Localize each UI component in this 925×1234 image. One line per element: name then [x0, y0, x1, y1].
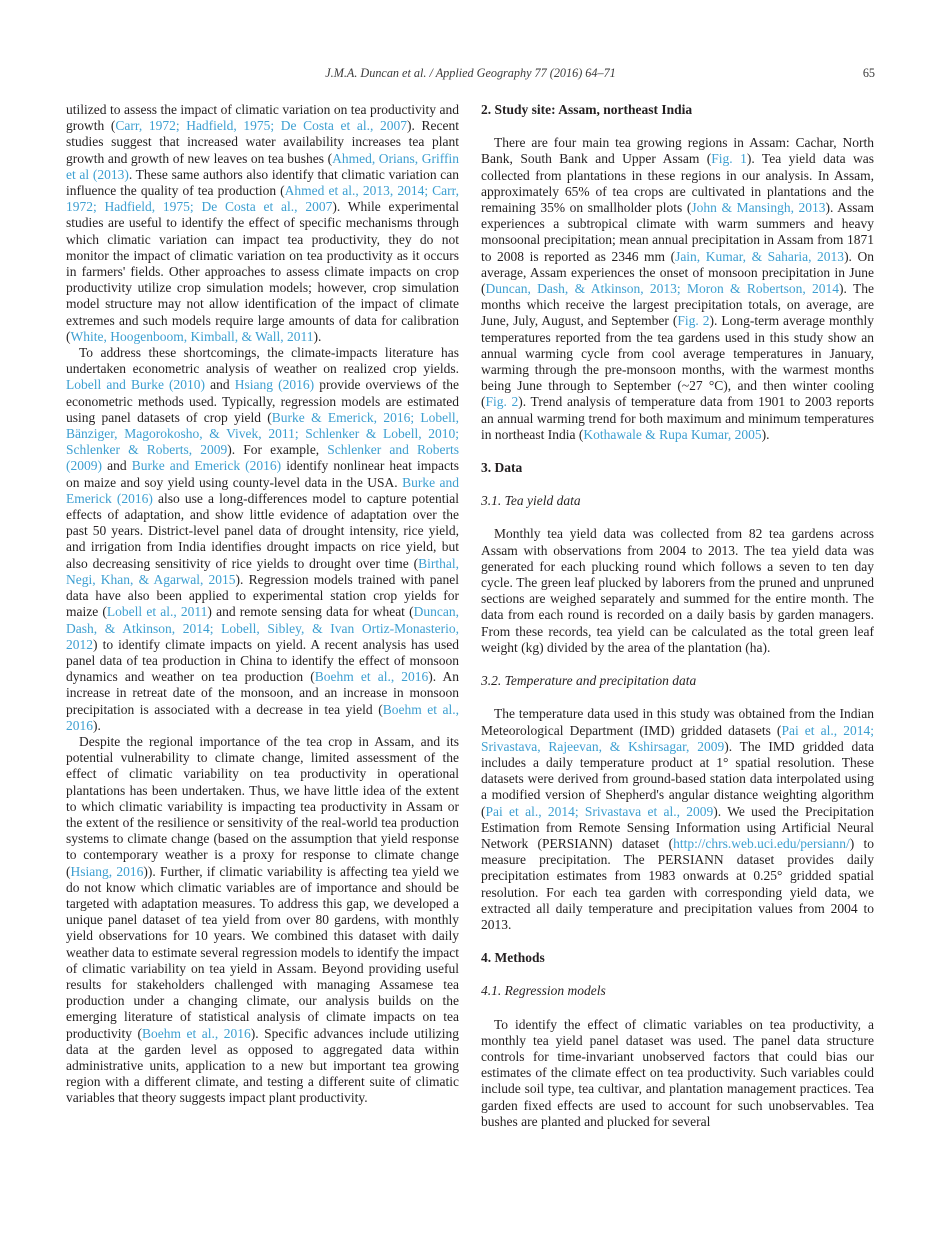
- subsection-heading: 3.1. Tea yield data: [481, 493, 581, 509]
- paragraph: [481, 706, 874, 933]
- citation-link[interactable]: Boehm et al., 2016: [314, 669, 429, 685]
- text-run: ). Recent studies suggest that increased water availability increases tea plant growth and growth of new leaves on tea bushes (: [66, 118, 460, 166]
- citation-link[interactable]: Ahmed, Orians, Griffin et al (2013): [66, 150, 459, 182]
- text-run: ). Assam experiences a subtropical climate with warm summers and heavy monsoonal precipitation; mean annual precipitation in Assam from 1871 to 2008 is reported as 2346 mm (: [481, 200, 874, 264]
- paragraph: [481, 1017, 874, 1130]
- citation-link[interactable]: John & Mansingh, 2013: [691, 200, 826, 216]
- text-run: ). The months which receive the largest precipitation totals, on average, are June, July, August, and September (: [481, 281, 874, 329]
- subsection-heading: 4.1. Regression models: [481, 983, 606, 999]
- section-heading: 2. Study site: Assam, northeast India: [481, 102, 693, 117]
- two-column-body: [66, 102, 875, 1130]
- text-run: To address these shortcomings, the climate-impacts literature has undertaken econometric analysis of weather on realized crop yields.: [66, 345, 459, 377]
- text-run: ). Trend analysis of temperature data from 1901 to 2003 reports an annual warming trend for both maximum and minimum temperatures in northeast India (: [481, 394, 874, 442]
- section-heading: 4. Methods: [481, 950, 545, 966]
- text-run: Despite the regional importance of the tea crop in Assam, and its potential vulnerability to climate change, limited assessment of the effect of climatic variability on tea productivity in operational plantations has been undertaken. Thus, we have little idea of the extent to which climatic variability is impacting tea productivity in Assam or the extent of the resilience or sensitivity of the real-world tea production systems to climate change (based on the assumption that yield response to contemporary weather is a proxy for response to climate change (: [66, 733, 459, 879]
- citation-link[interactable]: Lobell et al., 2011: [106, 604, 208, 620]
- text-run: The temperature data used in this study was obtained from the Indian Meteorological Department (IMD) gridded datasets (: [481, 706, 874, 738]
- text-run: There are four main tea growing regions in Assam: Cachar, North Bank, South Bank and Upper Assam (: [481, 135, 874, 167]
- running-header: [66, 66, 875, 86]
- text-run: utilized to assess the impact of climatic variation on tea productivity and growth (: [66, 102, 459, 134]
- figure-link[interactable]: Fig. 2: [677, 313, 710, 329]
- text-run: and: [102, 458, 132, 474]
- text-run: ).: [761, 426, 770, 442]
- citation-link[interactable]: Burke and Emerick (2016): [66, 474, 460, 506]
- citation-link[interactable]: Boehm et al., 2016: [141, 1025, 251, 1041]
- figure-link[interactable]: Fig. 1: [711, 151, 747, 167]
- text-run: ). Long-term average monthly temperatures reported from the tea gardens used in this study show an annual warming cycle from cool average temperatures in January, warming through the pre-monsoon months, with the warmest months being June through to September (~27 °C), and then winter cooling (: [481, 313, 874, 410]
- figure-link[interactable]: Fig. 2: [485, 394, 519, 410]
- citation-link[interactable]: Burke & Emerick, 2016; Lobell, Bänziger, Magorokosho, & Vivek, 2011; Schlenker & Lobell, 2010; Schlenker & Roberts, 2009: [66, 409, 459, 458]
- left-column: [66, 102, 459, 1130]
- text-run: To identify the effect of climatic variables on tea productivity, a monthly tea yield panel dataset was used. The panel data structure controls for time-invariant unobserved factors that could bias our estimates of the climate effect on tea productivity. Such variables could include soil type, tea cultivar, and plantation management practices. Tea garden fixed effects are used to account for such unobservables. Tea bushes are planted and plucked for several: [481, 1016, 874, 1129]
- text-run: also use a long-differences model to capture potential effects of adaptation, and show little evidence of adaptation over the past 50 years. District-level panel data of drought intensity, rice yield, and irrigation from India identifies drought impacts on rice yield, but also decreasing sensitivity of rice yields to drought over time (: [66, 490, 459, 571]
- running-title: J.M.A. Duncan et al. / Applied Geography 77 (2016) 64–71: [325, 66, 616, 80]
- text-run: ) to measure precipitation. The PERSIANN dataset provides daily precipitation estimates from 1983 onwards at 0.25° gridded spatial resolution. For each tea garden with corresponding yield data, we extracted all daily temperature and precipitation values from 2004 to 2013.: [481, 835, 874, 932]
- citation-link[interactable]: Carr, 1972; Hadfield, 1975; De Costa et al., 2007: [115, 118, 408, 134]
- citation-link[interactable]: White, Hoogenboom, Kimball, & Wall, 2011: [70, 328, 314, 344]
- citation-link[interactable]: Hsiang (2016): [234, 377, 315, 393]
- paragraph: [66, 102, 459, 345]
- page-number: 65: [862, 66, 875, 80]
- text-run: ). The IMD gridded data includes a daily temperature product at 1° spatial resolution. These datasets were derived from ground-based station data interpolated using a modified version of Shepherd's angular distance weighting algorithm (: [481, 738, 874, 819]
- paragraph: [481, 526, 874, 656]
- paragraph: [481, 135, 874, 443]
- text-run: and: [205, 377, 235, 393]
- text-run: provide overviews of the econometric methods used. Typically, regression models are estimated using panel datasets of crop yield (: [66, 377, 459, 425]
- citation-link[interactable]: Ahmed et al., 2013, 2014; Carr, 1972; Hadfield, 1975; De Costa et al., 2007: [66, 183, 459, 215]
- citation-link[interactable]: Burke and Emerick (2016): [131, 458, 282, 474]
- right-column: [481, 102, 874, 1130]
- citation-link[interactable]: Duncan, Dash, & Atkinson, 2013; Moron & Robertson, 2014: [485, 281, 840, 297]
- citation-link[interactable]: Birthal, Negi, Khan, & Agarwal, 2015: [66, 555, 459, 587]
- citation-link[interactable]: Jain, Kumar, & Saharia, 2013: [675, 248, 845, 264]
- text-run: ) to identify climate impacts on yield. A recent analysis has used panel data of tea production in China to identify the effect of monsoon dynamics and weather on tea production (: [66, 636, 459, 685]
- text-run: ). Tea yield data was collected from plantations in these regions in our analysis. In Assam, approximately 65% of tea crops are cultivated in plantations and the remaining 35% on smallholder plots (: [481, 151, 874, 216]
- citation-link[interactable]: Duncan, Dash, & Atkinson, 2014; Lobell, Sibley, & Ivan Ortiz-Monasterio, 2012: [66, 604, 459, 652]
- url-link[interactable]: http://chrs.web.uci.edu/persiann/: [673, 835, 850, 851]
- text-run: ) and remote sensing data for wheat (: [207, 604, 414, 620]
- text-run: ). An increase in retreat date of the monsoon, and an increase in monsoon precipitation is associated with a decrease in tea yield (: [66, 669, 460, 717]
- paragraph: [66, 345, 459, 734]
- citation-link[interactable]: Hsiang, 2016: [70, 863, 144, 879]
- text-run: ).: [313, 328, 322, 344]
- text-run: identify nonlinear heat impacts on maize and soy yield using county-level data in the USA.: [66, 458, 459, 490]
- text-run: . These same authors also identify that climatic variation can influence the quality of tea production (: [66, 166, 459, 199]
- citation-link[interactable]: Boehm et al., 2016: [66, 701, 460, 733]
- text-run: ). We used the Precipitation Estimation from Remote Sensing Information using Artificial Neural Network (PERSIANN) dataset (: [481, 803, 874, 851]
- citation-link[interactable]: Lobell and Burke (2010): [66, 377, 206, 393]
- text-run: ).: [93, 717, 101, 733]
- text-run: ). Specific advances include utilizing data at the garden level as opposed to aggregated data within administrative units, application to a new but important tea growing region with a different climate, and testing a different suite of climatic variables that theory suggests impact plant productivity.: [66, 1025, 459, 1106]
- section-heading: 3. Data: [481, 460, 523, 476]
- text-run: ). On average, Assam experiences the onset of monsoon precipitation in June (: [481, 248, 874, 297]
- subsection-heading: 3.2. Temperature and precipitation data: [481, 673, 697, 689]
- citation-link[interactable]: Schlenker and Roberts (2009): [66, 442, 459, 474]
- citation-link[interactable]: Pai et al., 2014; Srivastava et al., 2009: [485, 803, 714, 819]
- paragraph: [66, 734, 459, 1107]
- text-run: ). Regression models trained with panel data have also been applied to experimental station crop yields for maize (: [66, 571, 459, 620]
- text-run: )). Further, if climatic variability is affecting tea yield we do not know which climatic variables are of importance and should be targeted with adaptation measures. To address this gap, we developed a unique panel dataset of tea yield from over 80 gardens, with monthly yield observations for 10 years. We combined this dataset with daily weather data to estimate several regression models to identify the impact of climatic variability on tea yield in Assam. Beyond providing useful results for stakeholders challenged with managing Assamese tea production under a changing climate, our analysis builds on the emerging literature of statistical analysis of climate impacts on tea productivity (: [66, 863, 459, 1041]
- text-run: ). For example,: [227, 442, 328, 458]
- citation-link[interactable]: Pai et al., 2014; Srivastava, Rajeevan, & Kshirsagar, 2009: [481, 722, 874, 754]
- text-run: ). While experimental studies are useful to identify the effect of specific mechanisms through which climatic variation can impact tea productivity, they do not monitor the impact of climatic variation on tea productivity as it occurs in farmers' fields. Other approaches to assess climate impacts on crop productivity utilize crop simulation models; however, crop simulation model structure may not allow identification of the impact of climate extremes and such models require large amounts of data for calibration (: [66, 199, 459, 344]
- citation-link[interactable]: Kothawale & Rupa Kumar, 2005: [583, 426, 762, 442]
- text-run: Monthly tea yield data was collected from 82 tea gardens across Assam with observations from 2004 to 2013. The tea yield data was generated for each plucking round which follows a seven to ten day cycle. The green leaf plucked by laborers from the pruned and unpruned sections are weighed separately and summed for the entire month. The data from each round is recorded on a daily basis by garden managers. From these records, tea yield can be calculated as the total green leaf weight (kg) divided by the area of the plantation (ha).: [481, 526, 874, 655]
